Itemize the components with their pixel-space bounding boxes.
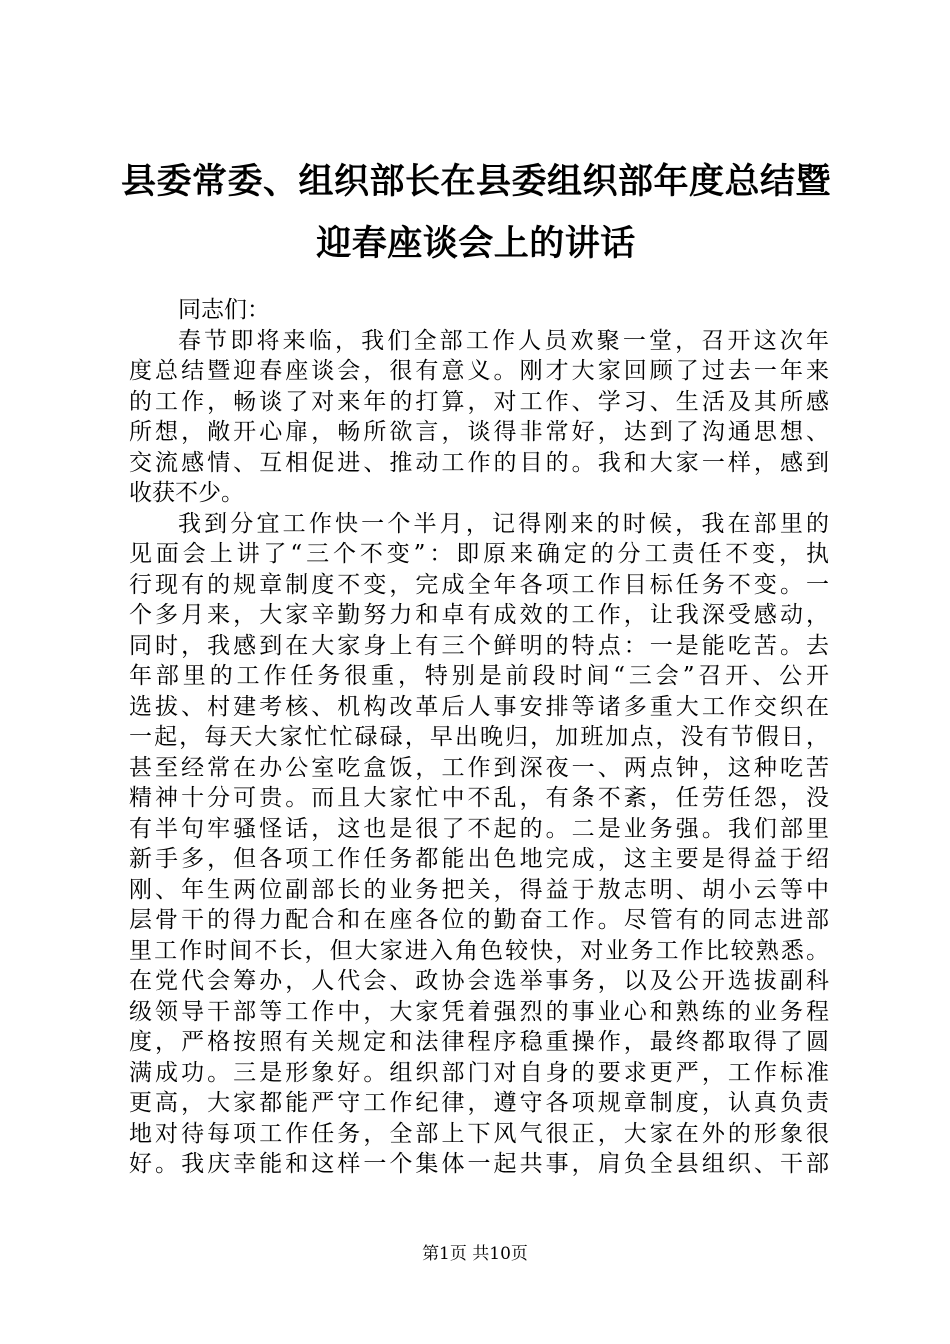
paragraph-line: 一起，每天大家忙忙碌碌，早出晚归，加班加点，没有节假日， [129, 724, 829, 750]
paragraph-line: 级领导干部等工作中，大家凭着强烈的事业心和熟练的业务程 [129, 998, 829, 1025]
salutation: 同志们： [178, 297, 270, 323]
paragraph-line: 选拔、村建考核、机构改革后人事安排等诸多重大工作交织在 [129, 693, 829, 720]
paragraph-line: 收获不少。 [129, 480, 244, 506]
paragraph-line: 精神十分可贵。而且大家忙中不乱，有条不紊，任劳任怨，没 [129, 785, 829, 811]
paragraph-1 [129, 326, 829, 509]
paragraph-line: 新手多，但各项工作任务都能出色地完成，这主要是得益于绍 [129, 846, 829, 872]
paragraph-line: 春节即将来临，我们全部工作人员欢聚一堂，召开这次年 [178, 327, 829, 354]
paragraph-2 [129, 509, 829, 1180]
paragraph-line: 里工作时间不长，但大家进入角色较快，对业务工作比较熟悉。 [129, 937, 829, 964]
paragraph-line: 层骨干的得力配合和在座各位的勤奋工作。尽管有的同志进部 [129, 907, 829, 933]
paragraph-line: 度总结暨迎春座谈会，很有意义。刚才大家回顾了过去一年来 [129, 358, 829, 384]
paragraph-line: 年部里的工作任务很重，特别是前段时间“三会”召开、公开 [129, 663, 829, 689]
paragraph-line: 刚、年生两位副部长的业务把关，得益于敖志明、胡小云等中 [129, 876, 829, 903]
document-title-line-2: 迎春座谈会上的讲话 [316, 223, 636, 264]
paragraph-line: 行现有的规章制度不变，完成全年各项工作目标任务不变。一 [129, 571, 829, 598]
paragraph-line: 我到分宜工作快一个半月，记得刚来的时候，我在部里的 [178, 510, 829, 537]
paragraph-line: 在党代会筹办，人代会、政协会选举事务，以及公开选拔副科 [129, 968, 829, 994]
paragraph-line: 更高，大家都能严守工作纪律，遵守各项规章制度，认真负责 [129, 1090, 829, 1116]
paragraph-line: 好。我庆幸能和这样一个集体一起共事，肩负全县组织、干部 [129, 1151, 829, 1177]
document-title-line-1: 县委常委、组织部长在县委组织部年度总结暨 [120, 161, 831, 202]
paragraph-line: 的工作，畅谈了对来年的打算，对工作、学习、生活及其所感 [129, 388, 829, 415]
page-footer: 第1页 共10页 [422, 1244, 528, 1264]
paragraph-line: 所想，敞开心扉，畅所欲言，谈得非常好，达到了沟通思想、 [129, 419, 829, 445]
paragraph-line: 交流感情、互相促进、推动工作的目的。我和大家一样，感到 [129, 449, 829, 476]
paragraph-line: 满成功。三是形象好。组织部门对自身的要求更严，工作标准 [129, 1059, 829, 1086]
paragraph-line: 有半句牢骚怪话，这也是很了不起的。二是业务强。我们部里 [129, 815, 829, 842]
paragraph-line: 个多月来，大家辛勤努力和卓有成效的工作，让我深受感动， [129, 602, 829, 628]
paragraph-line: 度，严格按照有关规定和法律程序稳重操作，最终都取得了圆 [129, 1029, 829, 1055]
paragraph-line: 地对待每项工作任务，全部上下风气很正，大家在外的形象很 [129, 1120, 829, 1147]
paragraph-line: 见面会上讲了“三个不变”：即原来确定的分工责任不变，执 [129, 541, 829, 567]
paragraph-line: 同时，我感到在大家身上有三个鲜明的特点：一是能吃苦。去 [129, 632, 829, 659]
paragraph-line: 甚至经常在办公室吃盒饭，工作到深夜一、两点钟，这种吃苦 [129, 754, 829, 781]
document-body [129, 295, 829, 1180]
